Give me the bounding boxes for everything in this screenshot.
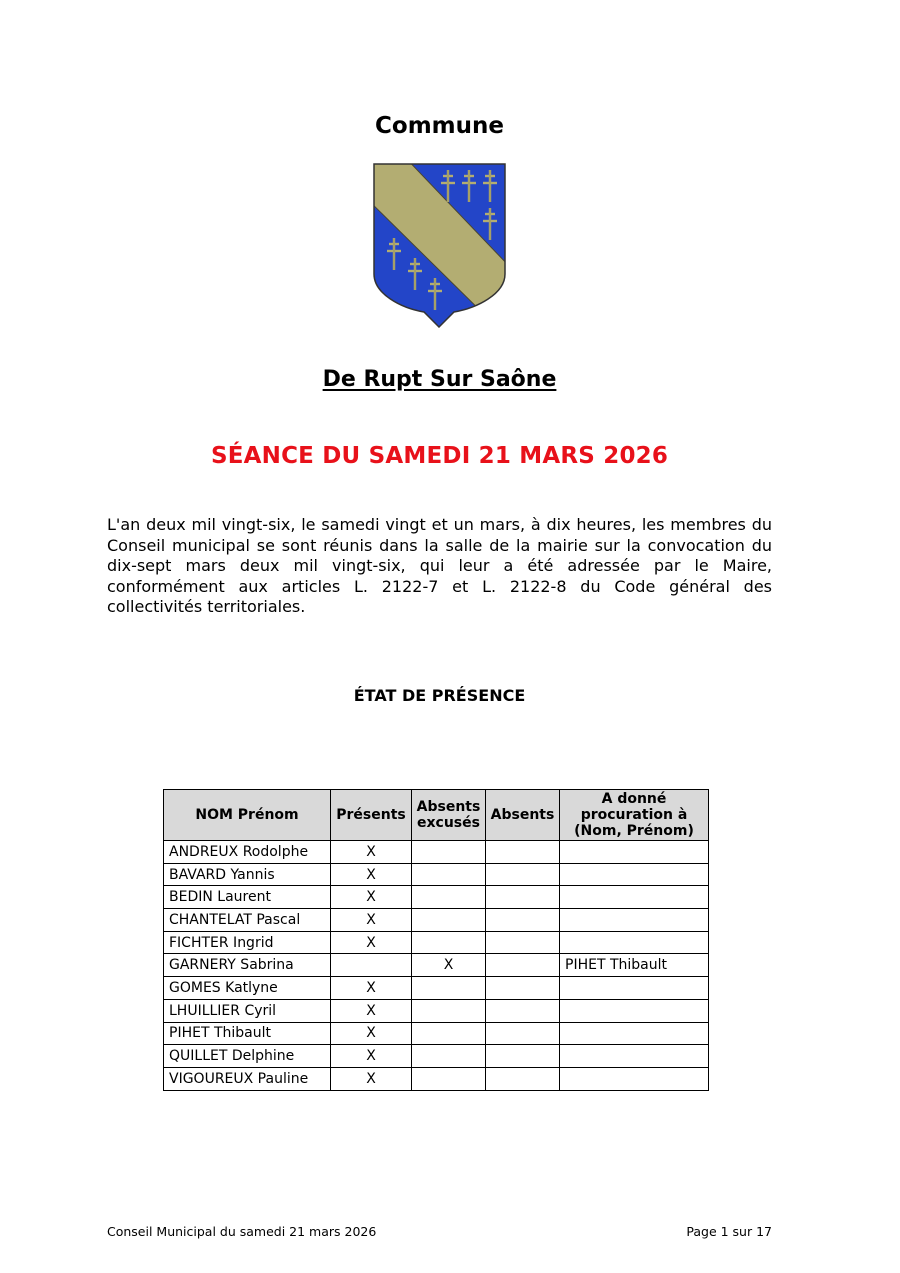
absent-cell [486, 1022, 560, 1045]
table-row [164, 1045, 709, 1068]
member-name: QUILLET Delphine [164, 1045, 331, 1068]
proxy-cell [560, 841, 709, 864]
present-cell: X [331, 977, 412, 1000]
footer-page-number: Page 1 sur 17 [686, 1224, 772, 1239]
presence-table [163, 789, 709, 1091]
excused-cell [412, 1022, 486, 1045]
excused-cell [412, 841, 486, 864]
table-row [164, 1022, 709, 1045]
proxy-cell [560, 886, 709, 909]
member-name: BEDIN Laurent [164, 886, 331, 909]
footer-meeting-label: Conseil Municipal du samedi 21 mars 2026 [107, 1224, 377, 1239]
present-cell: X [331, 886, 412, 909]
table-row [164, 1067, 709, 1090]
member-name: VIGOUREUX Pauline [164, 1067, 331, 1090]
excused-cell [412, 886, 486, 909]
excused-cell [412, 999, 486, 1022]
present-cell: X [331, 863, 412, 886]
table-row [164, 977, 709, 1000]
absent-cell [486, 1045, 560, 1068]
header-name: NOM Prénom [164, 790, 331, 841]
excused-cell [412, 931, 486, 954]
absent-cell [486, 909, 560, 932]
table-row [164, 863, 709, 886]
member-name: PIHET Thibault [164, 1022, 331, 1045]
present-cell: X [331, 1067, 412, 1090]
member-name: GARNERY Sabrina [164, 954, 331, 977]
member-name: LHUILLIER Cyril [164, 999, 331, 1022]
excused-cell [412, 863, 486, 886]
absent-cell [486, 931, 560, 954]
table-row [164, 999, 709, 1022]
table-row [164, 931, 709, 954]
present-cell: X [331, 931, 412, 954]
member-name: GOMES Katlyne [164, 977, 331, 1000]
presence-title: ÉTAT DE PRÉSENCE [353, 686, 526, 705]
present-cell: X [331, 1045, 412, 1068]
table-row [164, 909, 709, 932]
coat-of-arms-icon [372, 162, 507, 328]
proxy-cell [560, 1022, 709, 1045]
member-name: BAVARD Yannis [164, 863, 331, 886]
header-present: Présents [331, 790, 412, 841]
absent-cell [486, 841, 560, 864]
absent-cell [486, 999, 560, 1022]
session-title: SÉANCE DU SAMEDI 21 MARS 2026 [210, 443, 669, 469]
absent-cell [486, 886, 560, 909]
town-name: De Rupt Sur Saône [322, 367, 557, 392]
excused-cell [412, 1067, 486, 1090]
absent-cell [486, 1067, 560, 1090]
member-name: CHANTELAT Pascal [164, 909, 331, 932]
table-row [164, 954, 709, 977]
excused-cell [412, 1045, 486, 1068]
proxy-cell [560, 1045, 709, 1068]
commune-heading: Commune [375, 113, 504, 139]
proxy-cell [560, 999, 709, 1022]
table-header-row [164, 790, 709, 841]
present-cell: X [331, 909, 412, 932]
table-row [164, 886, 709, 909]
absent-cell [486, 977, 560, 1000]
excused-cell [412, 909, 486, 932]
table-row [164, 841, 709, 864]
present-cell: X [331, 841, 412, 864]
excused-cell [412, 977, 486, 1000]
intro-paragraph: L'an deux mil vingt-six, le samedi vingt et un mars, à dix heures, les membres du Conseil municipal se sont réunis dans la salle de la mairie sur la convocation du dix-sept mars deux mil vingt-six, qui leur a été adressée par le Maire, conformément aux articles L. 2122-7 et L. 2122-8 du Code général des collectivités territoriales. [107, 515, 772, 616]
header-excused: Absents excusés [412, 790, 486, 841]
proxy-cell: PIHET Thibault [560, 954, 709, 977]
absent-cell [486, 863, 560, 886]
member-name: ANDREUX Rodolphe [164, 841, 331, 864]
member-name: FICHTER Ingrid [164, 931, 331, 954]
proxy-cell [560, 1067, 709, 1090]
proxy-cell [560, 931, 709, 954]
proxy-cell [560, 863, 709, 886]
present-cell: X [331, 999, 412, 1022]
excused-cell: X [412, 954, 486, 977]
present-cell: X [331, 1022, 412, 1045]
header-absent: Absents [486, 790, 560, 841]
header-proxy: A donné procuration à (Nom, Prénom) [560, 790, 709, 841]
proxy-cell [560, 909, 709, 932]
absent-cell [486, 954, 560, 977]
proxy-cell [560, 977, 709, 1000]
present-cell [331, 954, 412, 977]
